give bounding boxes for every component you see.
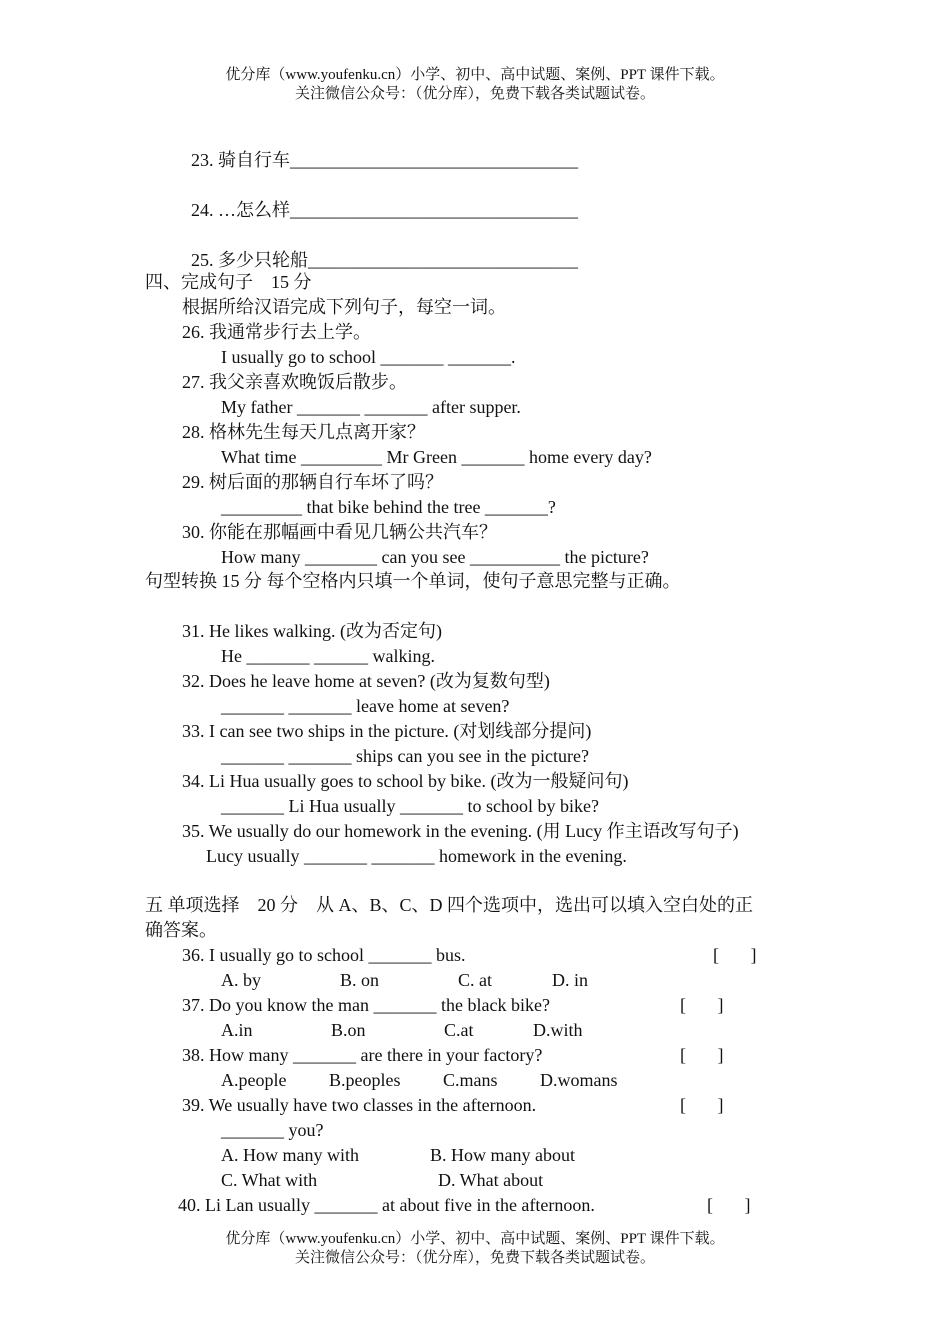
q38-question: 38. How many _______ are there in your factory? (182, 1045, 543, 1065)
q29-english: _________ that bike behind the tree _______? (221, 497, 556, 517)
q37-question: 37. Do you know the man _______ the black bike? (182, 995, 550, 1015)
q37-option-d: D.with (533, 1020, 583, 1040)
q38-option-d: D.womans (540, 1070, 618, 1090)
page-footer-line1: 优分库（www.youfenku.cn）小学、初中、高中试题、案例、PPT 课件下载。 (225, 1231, 725, 1247)
q32-question: 32. Does he leave home at seven? (改为复数句型) (182, 671, 550, 691)
q32-answer: _______ _______ leave home at seven? (221, 696, 510, 716)
q33-question: 33. I can see two ships in the picture. (对划线部分提问) (182, 721, 592, 741)
q29-chinese: 29. 树后面的那辆自行车坏了吗？ (182, 472, 443, 492)
section5-title: 五 单项选择 20 分 从 A、B、C、D 四个选项中，选出可以填入空白处的正 (145, 895, 754, 915)
q38-bracket: [ ] (680, 1045, 724, 1065)
transform-title: 句型转换 15 分 每个空格内只填一个单词，使句子意思完整与正确。 (145, 571, 681, 591)
q28-english: What time _________ Mr Green _______ home every day? (221, 447, 652, 467)
q38-option-a: A.people (221, 1070, 287, 1090)
vocab-item-25 (182, 224, 578, 272)
q36-option-b: B. on (340, 970, 380, 990)
q40-question: 40. Li Lan usually _______ at about five in the afternoon. (178, 1195, 595, 1215)
q40-bracket: [ ] (707, 1195, 751, 1215)
vocab-item-23 (182, 124, 578, 172)
q34-answer: _______ Li Hua usually _______ to school by bike? (221, 796, 599, 816)
page-header-line1: 优分库（www.youfenku.cn）小学、初中、高中试题、案例、PPT 课件下载。 (225, 67, 725, 83)
q27-chinese: 27. 我父亲喜欢晚饭后散步。 (182, 372, 407, 392)
page-header-line2: 关注微信公众号：（优分库），免费下载各类试题试卷。 (294, 86, 655, 102)
section4-instruction: 根据所给汉语完成下列句子，每空一词。 (182, 297, 506, 317)
q26-chinese: 26. 我通常步行去上学。 (182, 322, 371, 342)
q39-question-cont: _______ you? (221, 1120, 324, 1140)
page-footer-line2: 关注微信公众号：（优分库），免费下载各类试题试卷。 (294, 1250, 655, 1266)
q34-question: 34. Li Hua usually goes to school by bike. (改为一般疑问句) (182, 771, 629, 791)
q31-question: 31. He likes walking. (改为否定句) (182, 621, 442, 641)
vocab-text: 23. 骑自行车 (191, 150, 290, 170)
q39-question: 39. We usually have two classes in the afternoon. (182, 1095, 537, 1115)
q36-option-c: C. at (458, 970, 492, 990)
q35-answer: Lucy usually _______ _______ homework in the evening. (206, 846, 627, 866)
q37-option-b: B.on (331, 1020, 366, 1040)
q28-chinese: 28. 格林先生每天几点离开家？ (182, 422, 425, 442)
q30-english: How many ________ can you see __________ the picture? (221, 547, 649, 567)
q26-english: I usually go to school _______ _______. (221, 347, 516, 367)
q36-option-d: D. in (552, 970, 588, 990)
q37-option-c: C.at (444, 1020, 474, 1040)
q33-answer: _______ _______ ships can you see in the picture? (221, 746, 589, 766)
q31-answer: He _______ ______ walking. (221, 646, 435, 666)
section5-title-cont: 确答案。 (145, 920, 217, 940)
q38-option-c: C.mans (443, 1070, 498, 1090)
q39-option-d: D. What about (438, 1170, 544, 1190)
q37-bracket: [ ] (680, 995, 724, 1015)
vocab-blank: ______________________________ (308, 250, 578, 270)
q27-english: My father _______ _______ after supper. (221, 397, 521, 417)
q36-question: 36. I usually go to school _______ bus. (182, 945, 466, 965)
q38-option-b: B.peoples (329, 1070, 401, 1090)
vocab-blank: ________________________________ (290, 200, 578, 220)
vocab-text: 25. 多少只轮船 (191, 250, 308, 270)
section4-title: 四、完成句子 15 分 (145, 272, 312, 292)
q37-option-a: A.in (221, 1020, 253, 1040)
q39-option-a: A. How many with (221, 1145, 359, 1165)
vocab-text: 24. …怎么样 (191, 200, 290, 220)
q30-chinese: 30. 你能在那幅画中看见几辆公共汽车？ (182, 522, 497, 542)
q39-option-c: C. What with (221, 1170, 318, 1190)
q36-bracket: [ ] (713, 945, 757, 965)
q36-option-a: A. by (221, 970, 261, 990)
vocab-blank: ________________________________ (290, 150, 578, 170)
vocab-item-24 (182, 174, 578, 222)
q35-question: 35. We usually do our homework in the evening. (用 Lucy 作主语改写句子) (182, 821, 739, 841)
q39-option-b: B. How many about (430, 1145, 575, 1165)
q39-bracket: [ ] (680, 1095, 724, 1115)
